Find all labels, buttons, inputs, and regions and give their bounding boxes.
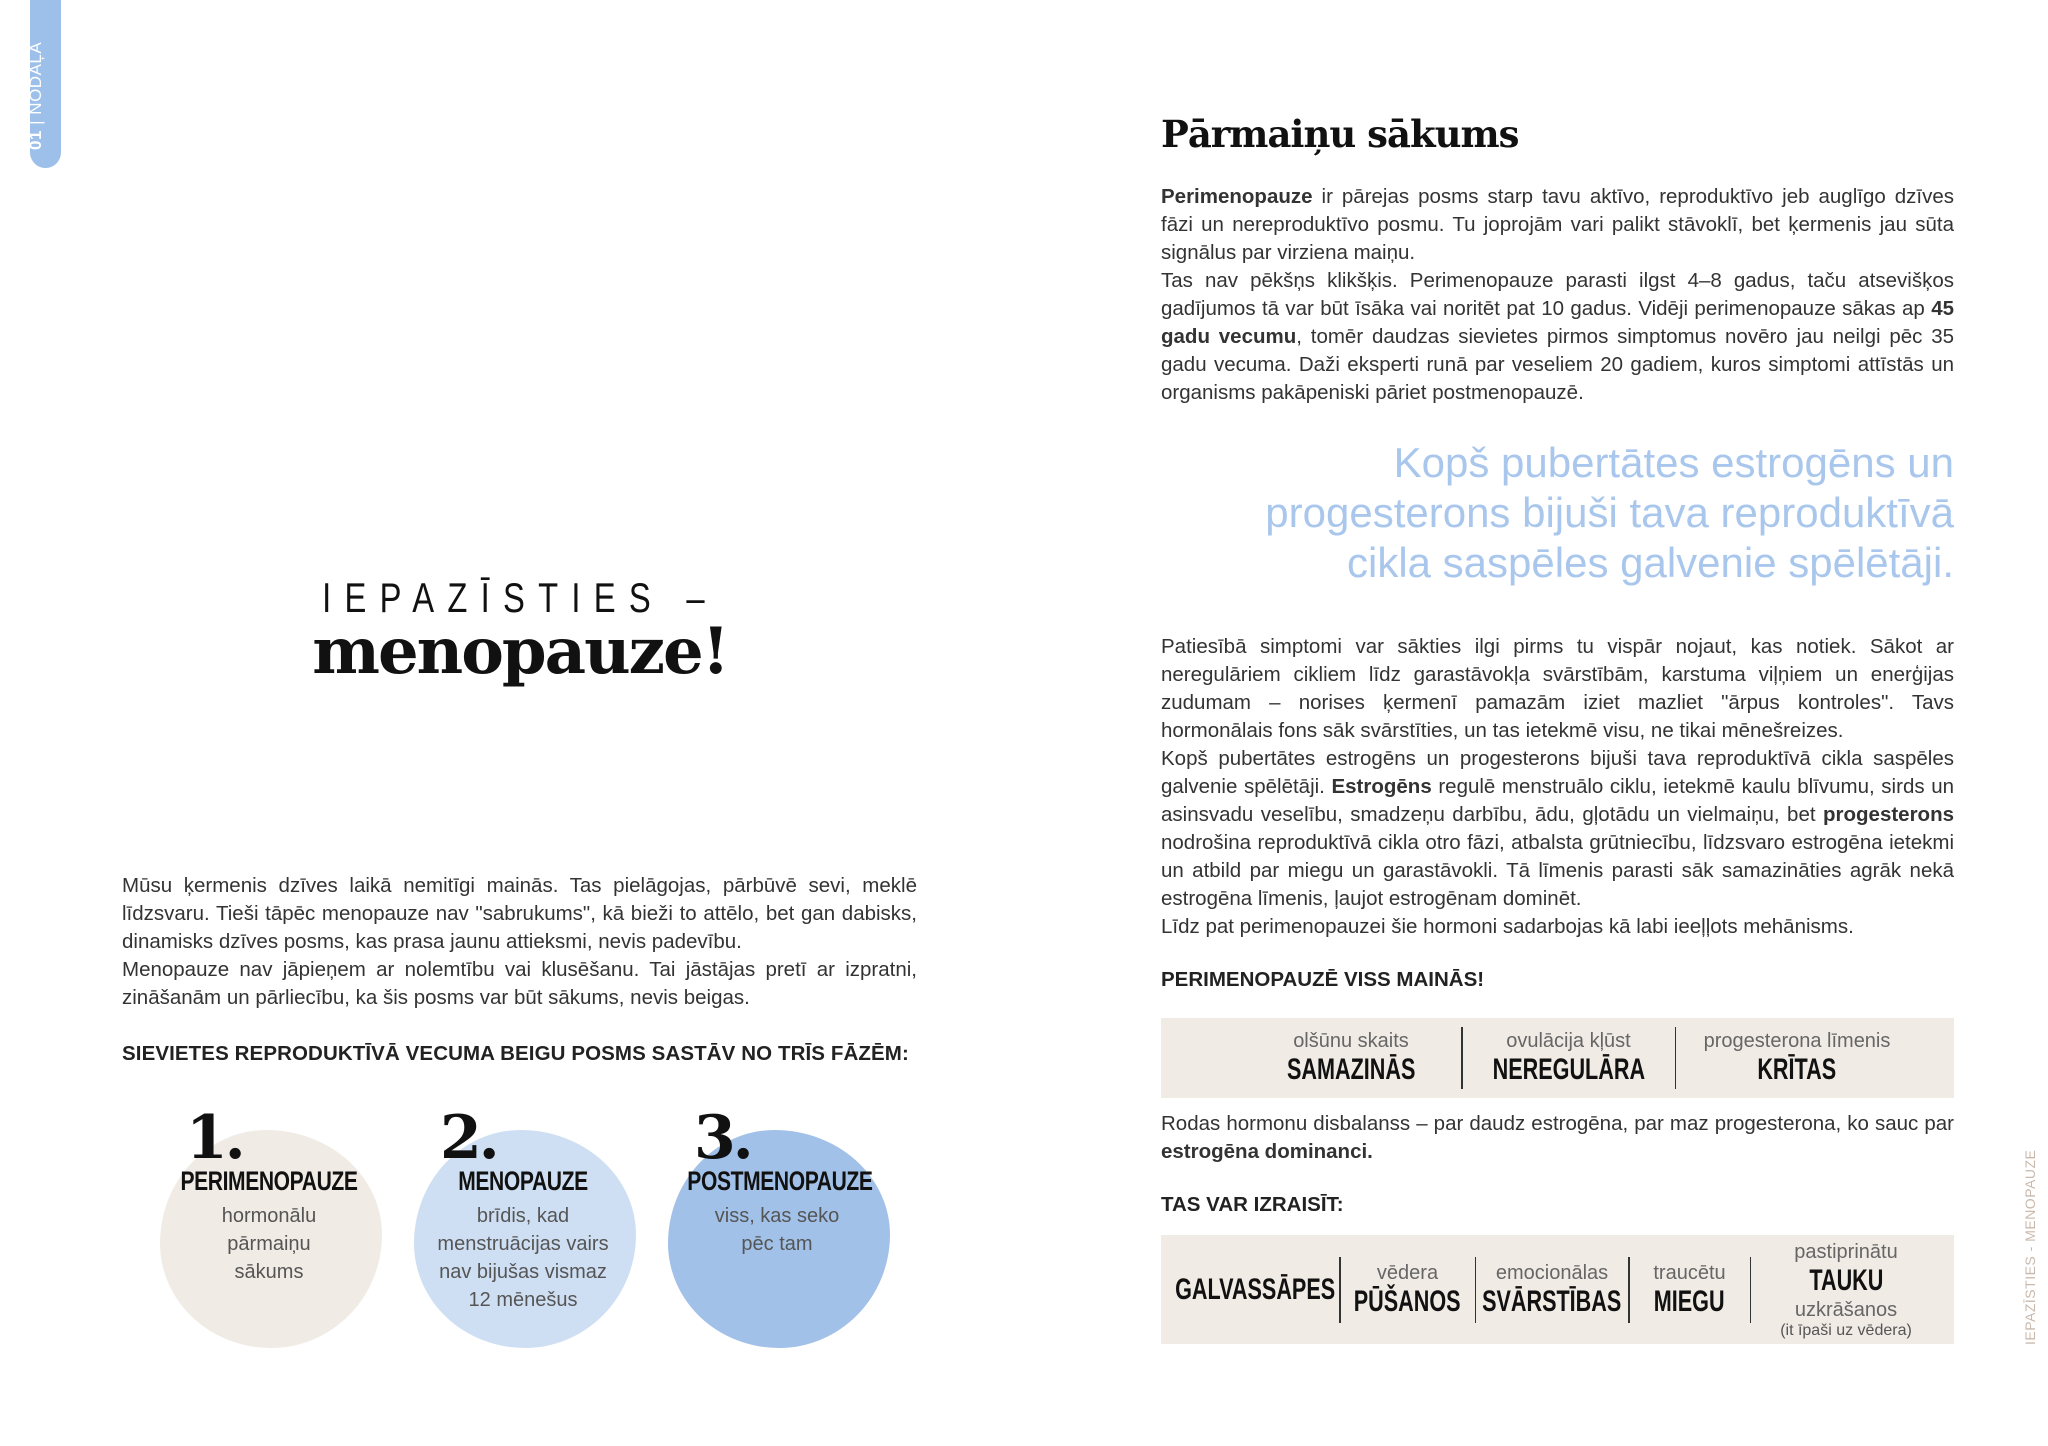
effect-item — [1630, 1261, 1750, 1319]
phase-description: hormonālu pārmaiņu sākums — [221, 1205, 317, 1283]
para1-b — [1161, 267, 1954, 407]
para2-text4: nodrošina reproduktīvā cikla otro fāzi, atbalsta grūtniecību, līdzsvaro estrogēna ietekmi un atbild par miegu un garastāvokli. Tā līmenis parasti sāk samazināties agrāk nekā estrogēna līmenis, ļaujot estrogēnam dominēt. — [1161, 831, 1954, 910]
phase-number: 2. — [440, 1103, 497, 1173]
page-title: menopauze! — [312, 614, 728, 689]
term-progesterone: progesterons — [1823, 803, 1954, 826]
intro-text-2: Menopauze nav jāpieņem ar nolemtību vai klusēšanu. Tai jāstājas pretī ar izpratni, zināšanām un pārliecību, ka šis posms var būt sākums, nevis beigas. — [122, 958, 917, 1009]
phase-name: PERIMENOPAUZE — [180, 1166, 358, 1196]
term-estrogen: Estrogēns — [1331, 775, 1432, 798]
para2-a: Patiesībā simptomi var sākties ilgi pirms tu vispār nojaut, kas notiek. Sākot ar neregulāriem cikliem līdz garastāvokļa svārstībām, karstuma viļņiem un enerģijas zudumam – norises ķermenī pamazām iziet mazliet "ārpus kontroles". Tavs hormonālais fons sāk svārstīties, un tas ietekmē visu, ne tikai mēnešreizes. — [1161, 635, 1954, 742]
effect-value: SVĀRSTĪBAS — [1482, 1284, 1622, 1318]
chapter-separator: | — [25, 119, 45, 125]
chapter-tab-label — [26, 42, 46, 150]
change-value: KRĪTAS — [1757, 1053, 1837, 1086]
changes-heading: PERIMENOPAUZĒ VISS MAINĀS! — [1161, 968, 1485, 991]
hormones-paragraph — [1161, 633, 1954, 941]
changes-box — [1161, 1018, 1954, 1098]
section-title: Pārmaiņu sākums — [1161, 112, 1519, 156]
change-label: progesterona līmenis — [1703, 1030, 1891, 1052]
para1-a — [1161, 183, 1954, 267]
change-item — [1676, 1029, 1918, 1087]
effect-label: vēdera — [1376, 1261, 1439, 1284]
effect-note: (it īpaši uz vēdera) — [1780, 1321, 1912, 1339]
pull-quote: Kopš pubertātes estrogēns un progesterons bijuši tava reproduktīvā cikla saspēles galvenie spēlētāji. — [1265, 439, 1954, 586]
phase-description: brīdis, kad menstruācijas vairs nav bijušas vismaz 12 mēnešus — [437, 1205, 609, 1311]
effect-item — [1341, 1261, 1475, 1319]
note-text: Rodas hormonu disbalanss – par daudz estrogēna, par maz progesterona, ko sauc par — [1161, 1112, 1954, 1135]
change-item — [1241, 1029, 1461, 1087]
phase-card — [408, 1103, 638, 1340]
change-item — [1463, 1029, 1675, 1087]
chapter-label: NODAĻA — [25, 41, 45, 115]
phases-heading: SIEVIETES REPRODUKTĪVĀ VECUMA BEIGU POSMS SASTĀV NO TRĪS FĀZĒM: — [122, 1042, 909, 1065]
effects-box — [1161, 1235, 1954, 1344]
effect-item — [1476, 1261, 1628, 1319]
chapter-tab — [25, 0, 61, 168]
phase-number: 3. — [694, 1103, 751, 1173]
intro-text-1: Mūsu ķermenis dzīves laikā nemitīgi mainās. Tas pielāgojas, pārbūvē sevi, meklē līdzsvaru. Tieši tāpēc menopauze nav "sabrukums", kā bieži to attēlo, bet gan dabisks, dinamisks dzīves posms, kas prasa jaunu attieksmi, nevis padevību. — [122, 874, 917, 953]
kicker-title: IEPAZĪSTIES – — [322, 574, 718, 621]
change-label: olšūnu skaits — [1293, 1030, 1409, 1052]
effect-label-bottom: uzkrāšanos — [1794, 1298, 1898, 1321]
effect-label: emocionālas — [1495, 1261, 1609, 1284]
phase-card — [662, 1103, 892, 1340]
estrogen-dominance-note — [1161, 1110, 1954, 1166]
effect-label: traucētu — [1653, 1261, 1726, 1284]
para2-b — [1161, 745, 1954, 913]
phase-description: viss, kas seko pēc tam — [714, 1205, 840, 1255]
age-highlight: 45 gadu vecumu — [1161, 297, 1954, 348]
phase-name: MENOPAUZE — [458, 1166, 588, 1196]
effect-item — [1171, 1273, 1339, 1307]
effect-item — [1751, 1240, 1941, 1340]
para1-text2: Tas nav pēkšņs klikšķis. Perimenopauze parasti ilgst 4–8 gadus, taču atsevišķos gadījumos tā var būt īsāka vai noritēt pat 10 gadus. Vidēji perimenopauze sākas ap — [1161, 269, 1954, 320]
intro-paragraph — [122, 872, 917, 1012]
para2-text3: regulē menstruālo ciklu, ietekmē kaulu blīvumu, sirds un asinsvadu veselību, smadzeņu darbību, ādu, gļotādu un vielmaiņu, bet — [1161, 775, 1954, 826]
para1-text: ir pārejas posms starp tavu aktīvo, reproduktīvo jeb auglīgo dzīves fāzi un nereproduktīvo posmu. Tu joprojām vari palikt stāvoklī, bet ķermenis jau sūta signālus par virziena maiņu. — [1161, 185, 1954, 264]
change-value: SAMAZINĀS — [1286, 1053, 1416, 1086]
running-footer: IEPAZĪSTIES - MENOPAUZE — [2022, 1149, 2038, 1345]
effects-heading: TAS VAR IZRAISĪT: — [1161, 1193, 1344, 1216]
para2-text2: Kopš pubertātes estrogēns un progesterons bijuši tava reproduktīvā cikla saspēles galvenie spēlētāji. — [1161, 747, 1954, 798]
para1-text3: , tomēr daudzas sievietes pirmos simptomus novēro jau neilgi pēc 35 gadu vecuma. Daži eksperti runā par veseliem 20 gadiem, kuros simptomi attīstās un organisms pakāpeniski pāriet postmenopauzē. — [1161, 325, 1954, 404]
perimenopause-intro — [1161, 183, 1954, 407]
effect-value: MIEGU — [1654, 1284, 1725, 1318]
effect-value: GALVASSĀPES — [1174, 1272, 1336, 1306]
effect-label: pastiprinātu — [1794, 1240, 1898, 1263]
para2-c: Līdz pat perimenopauzei šie hormoni sadarbojas kā labi ieeļļots mehānisms. — [1161, 915, 1854, 938]
phase-card — [154, 1103, 384, 1340]
change-label: ovulācija kļūst — [1506, 1030, 1631, 1052]
chapter-number: 01 — [25, 130, 45, 150]
phase-number: 1. — [186, 1103, 243, 1173]
phase-name: POSTMENOPAUZE — [687, 1166, 873, 1196]
note-bold: estrogēna dominanci. — [1161, 1140, 1373, 1163]
change-value: NEREGULĀRA — [1492, 1053, 1645, 1086]
term-perimenopause: Perimenopauze — [1161, 185, 1313, 208]
effect-value: TAUKU — [1808, 1263, 1883, 1297]
effect-value: PŪŠANOS — [1354, 1284, 1461, 1318]
